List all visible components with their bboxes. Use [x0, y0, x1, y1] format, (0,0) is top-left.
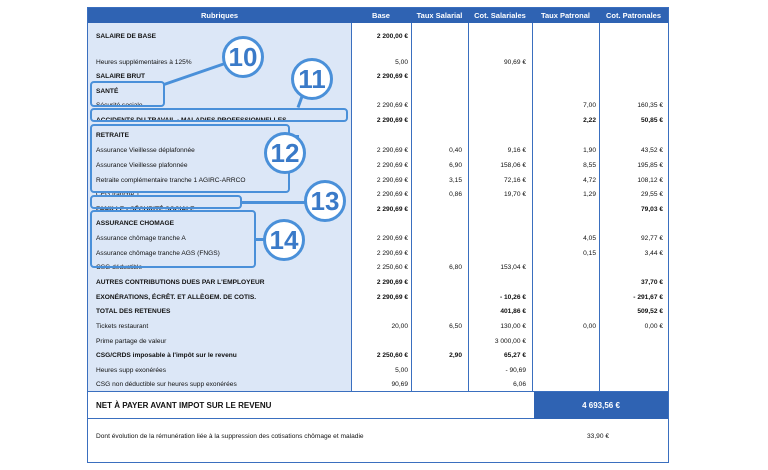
net-to-pay-row	[88, 391, 668, 419]
cot-salariale-value: - 90,69	[505, 367, 526, 374]
cot-patronale-value: 37,70 €	[641, 279, 663, 286]
taux-salarial-value: 0,40	[449, 147, 462, 154]
table-row	[88, 364, 668, 378]
taux-patronal-value: 4,72	[583, 177, 596, 184]
row-label: EXONÉRATIONS, ÉCRÊT. ET ALLÈGEM. DE COTIS.	[96, 294, 257, 301]
col-taux-salarial: Taux Salarial	[416, 11, 463, 20]
cot-salariale-value: 65,27 €	[504, 352, 526, 359]
cot-salariale-value: 19,70 €	[504, 191, 526, 198]
taux-salarial-value: 6,50	[449, 323, 462, 330]
table-row	[88, 85, 668, 99]
callout-badge-11: 11	[291, 58, 333, 100]
cot-patronale-value: - 291,67 €	[633, 294, 663, 301]
callout-box-10	[90, 81, 165, 107]
col-cot-salariales: Cot. Salariales	[474, 11, 526, 20]
col-taux-patronal: Taux Patronal	[540, 11, 591, 20]
footer-value: 33,90 €	[587, 433, 609, 440]
callout-badge-10: 10	[222, 36, 264, 78]
cot-salariale-value: 90,69 €	[504, 59, 526, 66]
cot-patronale-value: 108,12 €	[637, 177, 663, 184]
cot-patronale-value: 92,77 €	[641, 235, 663, 242]
row-label: CSG déductible	[96, 264, 143, 271]
base-value: 2 290,69 €	[376, 162, 408, 169]
taux-patronal-value: 0,00	[583, 323, 596, 330]
cot-patronale-value: 195,85 €	[637, 162, 663, 169]
table-row	[88, 291, 668, 305]
base-value: 2 290,69 €	[376, 177, 408, 184]
taux-salarial-value: 0,86	[449, 191, 462, 198]
base-value: 5,00	[395, 59, 408, 66]
base-value: 5,00	[395, 367, 408, 374]
callout-box-12	[90, 124, 290, 193]
row-label: SALAIRE DE BASE	[96, 33, 157, 40]
cot-salariale-value: 6,06	[513, 381, 526, 388]
col-base: Base	[372, 11, 390, 20]
base-value: 2 290,69 €	[376, 73, 408, 80]
cot-patronale-value: 79,03 €	[641, 206, 663, 213]
cot-salariale-value: 9,16 €	[507, 147, 526, 154]
base-value: 2 290,69 €	[376, 294, 408, 301]
callout-badge-14: 14	[263, 219, 305, 261]
base-value: 2 290,69 €	[376, 102, 408, 109]
base-value: 2 250,60 €	[376, 352, 408, 359]
cot-patronale-value: 43,52 €	[641, 147, 663, 154]
base-value: 2 290,69 €	[376, 206, 408, 213]
cot-salariale-value: 401,86 €	[500, 308, 526, 315]
taux-salarial-value: 6,80	[449, 264, 462, 271]
footer-label: Dont évolution de la rémunération liée à la suppression des cotisations chômage et maladie	[96, 433, 364, 440]
table-row	[88, 276, 668, 290]
row-label: TOTAL DES RETENUES	[96, 308, 171, 315]
callout-box-11	[90, 108, 348, 122]
base-value: 2 290,69 €	[376, 191, 408, 198]
net-label: NET À PAYER AVANT IMPOT SUR LE REVENU	[96, 401, 272, 410]
callout-box-13	[90, 195, 242, 209]
taux-patronal-value: 1,29	[583, 191, 596, 198]
row-label: Heures supp exonérées	[96, 367, 167, 374]
row-label: Assurance Vieillesse plafonnée	[96, 162, 188, 169]
base-value: 2 290,69 €	[376, 279, 408, 286]
base-value: 20,00	[391, 323, 408, 330]
row-label: CEG tranche 1	[96, 191, 140, 198]
cot-patronale-value: 509,52 €	[637, 308, 663, 315]
row-label: Retraite complémentaire tranche 1 AGIRC-ARRCO	[96, 177, 246, 184]
callout-badge-12: 12	[264, 132, 306, 174]
table-row	[88, 349, 668, 363]
cot-salariale-value: 3 000,00 €	[494, 338, 526, 345]
cot-patronale-value: 0,00 €	[644, 323, 663, 330]
net-value: 4 693,56 €	[534, 392, 668, 419]
col-rubriques: Rubriques	[200, 11, 239, 20]
taux-patronal-value: 7,00	[583, 102, 596, 109]
table-row	[88, 378, 668, 392]
taux-patronal-value: 0,15	[583, 250, 596, 257]
cot-patronale-value: 160,35 €	[637, 102, 663, 109]
row-label: SANTÉ	[96, 88, 119, 95]
table-row	[88, 56, 668, 70]
table-row	[88, 30, 668, 44]
row-label: FAMILLE - SÉCURITÉ SOCIALE	[96, 206, 195, 213]
cot-salariale-value: 153,04 €	[500, 264, 526, 271]
cot-salariale-value: 130,00 €	[500, 323, 526, 330]
base-value: 2 250,60 €	[376, 264, 408, 271]
row-label: Prime partage de valeur	[96, 338, 167, 345]
taux-patronal-value: 8,55	[583, 162, 596, 169]
taux-salarial-value: 6,90	[449, 162, 462, 169]
taux-salarial-value: 3,15	[449, 177, 462, 184]
callout-box-14	[90, 210, 256, 268]
cot-salariale-value: 72,16 €	[504, 177, 526, 184]
base-value: 2 290,69 €	[376, 147, 408, 154]
connector-13	[241, 201, 309, 204]
base-value: 2 200,00 €	[376, 33, 408, 40]
row-label: CSG non déductible sur heures supp exonérées	[96, 381, 237, 388]
row-label: ASSURANCE CHOMAGE	[96, 220, 175, 227]
footer-row	[88, 428, 668, 448]
row-label: Sécurité sociale	[96, 102, 143, 109]
base-value: 2 290,69 €	[376, 117, 408, 124]
cot-patronale-value: 3,44 €	[644, 250, 663, 257]
row-label: Assurance chômage tranche A	[96, 235, 186, 242]
row-label: Tickets restaurant	[96, 323, 149, 330]
cot-patronale-value: 50,85 €	[641, 117, 663, 124]
table-row	[88, 335, 668, 349]
row-label: AUTRES CONTRIBUTIONS DUES PAR L'EMPLOYEUR	[96, 279, 265, 286]
base-value: 90,69	[391, 381, 408, 388]
base-value: 2 290,69 €	[376, 235, 408, 242]
table-header	[88, 8, 668, 23]
row-label: Assurance Vieillesse déplafonnée	[96, 147, 195, 154]
taux-salarial-value: 2,90	[449, 352, 462, 359]
row-label: CSG/CRDS imposable à l'impôt sur le revenu	[96, 352, 237, 359]
table-row	[88, 320, 668, 334]
taux-patronal-value: 2,22	[583, 117, 596, 124]
cot-patronale-value: 29,55 €	[641, 191, 663, 198]
row-label: ACCIDENTS DU TRAVAIL - MALADIES PROFESSIONNELLES	[96, 117, 287, 124]
taux-patronal-value: 1,90	[583, 147, 596, 154]
row-label: Heures supplémentaires à 125%	[96, 59, 192, 66]
callout-badge-13: 13	[304, 180, 346, 222]
taux-patronal-value: 4,05	[583, 235, 596, 242]
base-value: 2 290,69 €	[376, 250, 408, 257]
row-label: Assurance chômage tranche AGS (FNGS)	[96, 250, 220, 257]
table-row	[88, 305, 668, 319]
row-label: RETRAITE	[96, 132, 129, 139]
row-label: SALAIRE BRUT	[96, 73, 146, 80]
cot-salariale-value: - 10,26 €	[499, 294, 526, 301]
cot-salariale-value: 158,06 €	[500, 162, 526, 169]
col-cot-patronales: Cot. Patronales	[605, 11, 661, 20]
